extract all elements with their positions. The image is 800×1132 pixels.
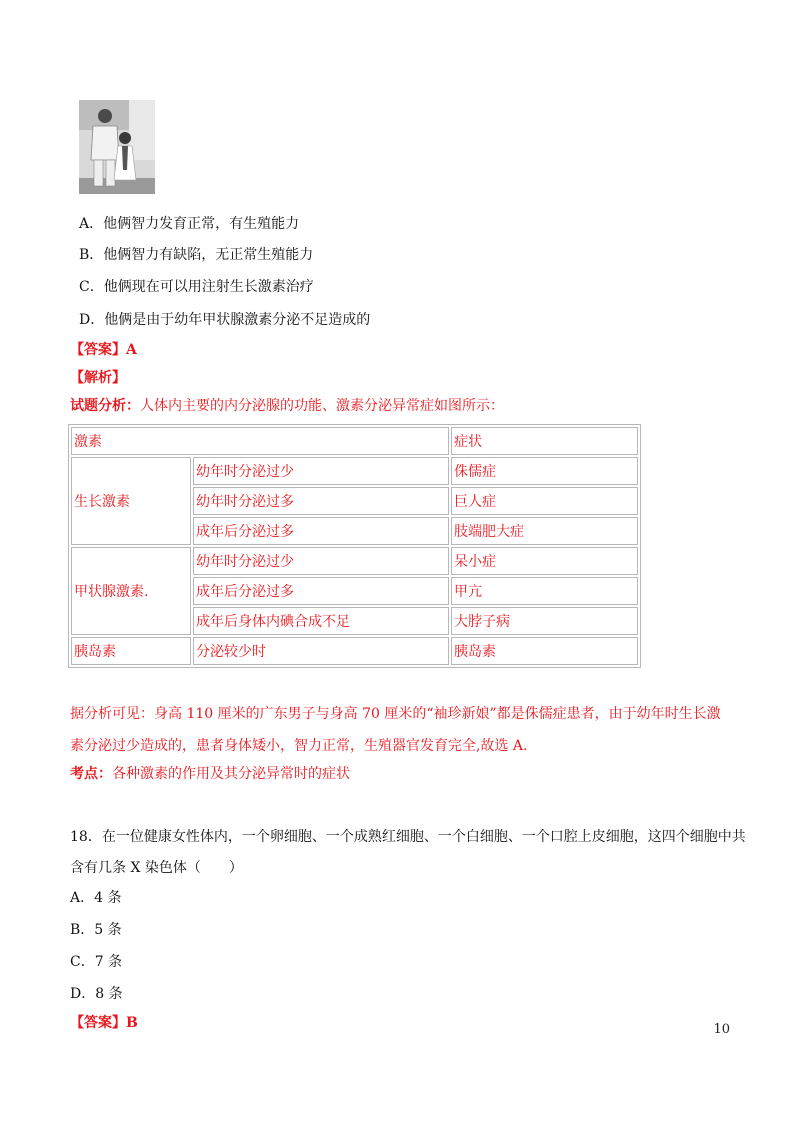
q18-answer (70, 1014, 138, 1032)
answer-value: B (126, 1015, 138, 1031)
q17-conclusion-line1: 据分析可见：身高 110 厘米的广东男子与身高 70 厘米的“袖珍新娘”都是侏儒症患者，由于幼年时生长激 (70, 706, 721, 722)
q17-analysis-label: 【解析】 (70, 370, 126, 386)
symptom-cell: 侏儒症 (451, 457, 638, 485)
header-hormone: 激素 (71, 427, 449, 455)
q17-kaodian (70, 765, 350, 783)
q17-answer (70, 341, 137, 359)
table-row (71, 637, 638, 665)
condition-cell: 成年后身体内碘合成不足 (193, 607, 449, 635)
condition-cell: 成年后分泌过多 (193, 577, 449, 605)
answer-label: 【答案】 (70, 342, 126, 358)
photo-two-people (79, 100, 155, 194)
kaodian-text: 各种激素的作用及其分泌异常时的症状 (112, 766, 350, 782)
symptom-cell: 大脖子病 (451, 607, 638, 635)
symptom-cell: 胰岛素 (451, 637, 638, 665)
q18-option-c: C．7 条 (70, 954, 123, 970)
kaodian-label: 考点： (70, 766, 112, 782)
table-row (71, 457, 638, 485)
table-row (71, 547, 638, 575)
q18-option-d: D．8 条 (70, 986, 123, 1002)
q17-option-d: D．他俩是由于幼年甲状腺激素分泌不足造成的 (79, 312, 371, 328)
group-name-growth: 生长激素 (71, 457, 191, 545)
q17-intro (70, 397, 504, 415)
page-number: 10 (713, 1022, 730, 1037)
q17-conclusion-line2: 素分泌过少造成的，患者身体矮小，智力正常，生殖器官发育完全,故选 A. (70, 738, 528, 754)
group-name-insulin: 胰岛素 (71, 637, 191, 665)
q18-stem-line2: 含有几条 X 染色体（ ） (70, 860, 243, 876)
condition-cell: 成年后分泌过多 (193, 517, 449, 545)
condition-cell: 幼年时分泌过多 (193, 487, 449, 515)
q18-option-b: B．5 条 (70, 922, 122, 938)
condition-cell: 分泌较少时 (193, 637, 449, 665)
q17-option-a: A．他俩智力发育正常，有生殖能力 (79, 216, 300, 232)
condition-cell: 幼年时分泌过少 (193, 547, 449, 575)
q17-option-b: B．他俩智力有缺陷，无正常生殖能力 (79, 247, 314, 263)
q17-option-c: C．他俩现在可以用注射生长激素治疗 (79, 279, 314, 295)
header-symptom: 症状 (451, 427, 638, 455)
intro-label: 试题分析： (70, 398, 140, 414)
table-header-row (71, 427, 638, 455)
answer-value: A (126, 342, 137, 358)
symptom-cell: 呆小症 (451, 547, 638, 575)
q18-option-a: A．4 条 (70, 890, 122, 906)
symptom-cell: 甲亢 (451, 577, 638, 605)
group-name-thyroid: 甲状腺激素. (71, 547, 191, 635)
symptom-cell: 肢端肥大症 (451, 517, 638, 545)
condition-cell: 幼年时分泌过少 (193, 457, 449, 485)
symptom-cell: 巨人症 (451, 487, 638, 515)
intro-text: 人体内主要的内分泌腺的功能、激素分泌异常症如图所示： (140, 398, 504, 414)
q18-stem-line1: 18．在一位健康女性体内，一个卵细胞、一个成熟红细胞、一个白细胞、一个口腔上皮细胞，这四个细胞中共 (70, 829, 746, 845)
hormone-table (68, 424, 641, 668)
answer-label: 【答案】 (70, 1015, 126, 1031)
